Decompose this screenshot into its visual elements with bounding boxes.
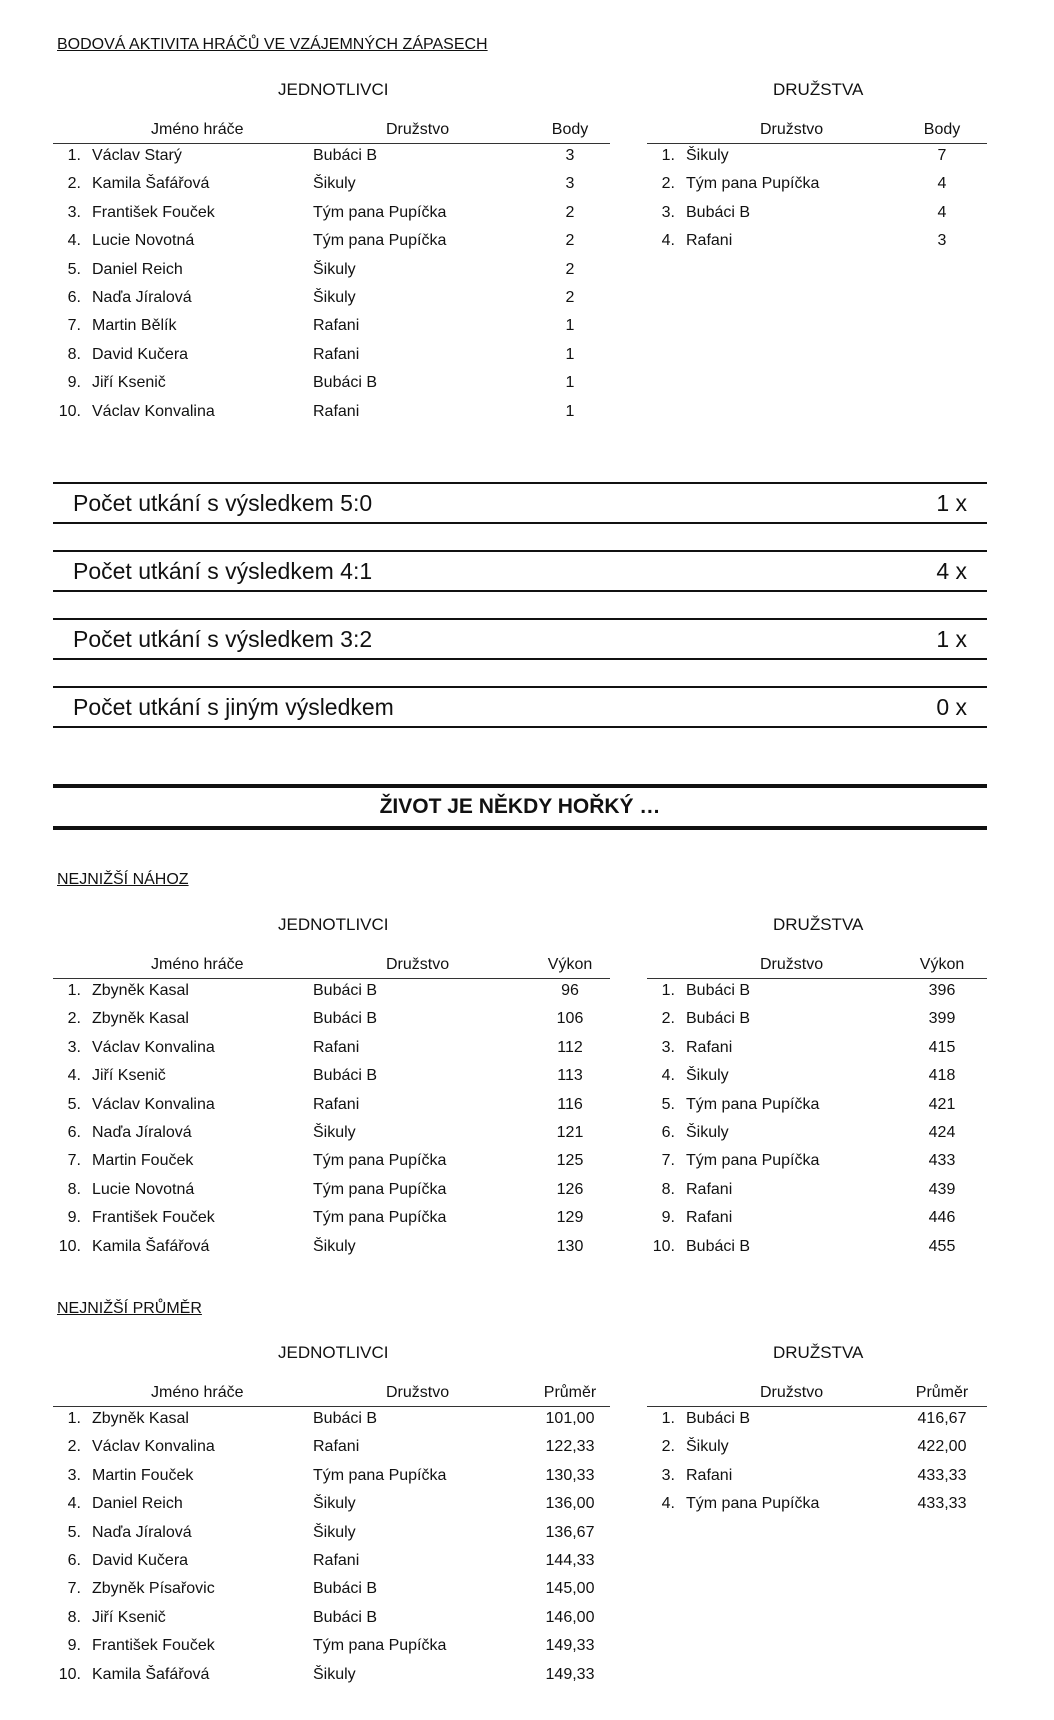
row-rank: 7. (67, 317, 81, 335)
result-row (53, 618, 987, 660)
row-team: Bubáci B (686, 1010, 751, 1028)
row-name: Kamila Šafářová (92, 1237, 210, 1255)
table-row (647, 1495, 987, 1523)
row-rank: 6. (661, 1124, 675, 1141)
row-value: 1 (565, 345, 575, 363)
individual-title: JEDNOTLIVCI (278, 915, 389, 934)
row-team: Rafani (313, 1095, 360, 1113)
table-row (53, 1096, 610, 1124)
row-rank: 2. (67, 1438, 81, 1456)
row-value: 4 (937, 175, 947, 193)
result-row (53, 686, 987, 728)
row-value: 3 (937, 232, 947, 250)
row-team: Tým pana Pupíčka (313, 1180, 447, 1198)
row-rank: 3. (661, 1466, 675, 1484)
row-team: Rafani (313, 1038, 360, 1056)
table-row (647, 1238, 987, 1266)
row-value: 396 (928, 982, 956, 999)
row-value: 415 (928, 1038, 956, 1056)
row-team: Bubáci B (686, 1410, 751, 1427)
row-rank: 9. (67, 1209, 81, 1227)
row-team: Tým pana Pupíčka (313, 1637, 447, 1655)
table-row (647, 1438, 987, 1466)
row-rank: 2. (67, 175, 81, 193)
result-label: Počet utkání s výsledkem 5:0 (73, 490, 373, 516)
row-team: Bubáci B (313, 147, 378, 164)
table-header (647, 117, 987, 144)
col-name: Jméno hráče (151, 121, 244, 138)
row-team: Tým pana Pupíčka (313, 1466, 447, 1484)
row-name: Martin Fouček (92, 1466, 194, 1484)
table-row (53, 1010, 610, 1038)
row-rank: 2. (661, 1438, 675, 1456)
row-name: David Kučera (92, 1552, 189, 1569)
row-name: Naďa Jíralová (92, 289, 192, 306)
row-team: Bubáci B (313, 1010, 378, 1028)
row-value: 421 (928, 1095, 956, 1113)
table-row (53, 204, 610, 232)
table-row (53, 289, 610, 317)
row-team: Rafani (313, 317, 360, 335)
teams-title: DRUŽSTVA (773, 80, 864, 99)
row-value: 399 (928, 1010, 956, 1028)
row-value: 2 (565, 232, 575, 250)
table-row (53, 1467, 610, 1495)
result-label: Počet utkání s jiným výsledkem (73, 694, 394, 720)
table-row (53, 261, 610, 289)
row-value: 416,67 (917, 1410, 967, 1427)
row-team: Bubáci B (313, 374, 378, 392)
result-value: 1 x (936, 626, 967, 652)
row-team: Rafani (686, 1038, 733, 1056)
row-rank: 6. (67, 1124, 81, 1141)
row-value: 149,33 (545, 1637, 595, 1655)
row-name: Naďa Jíralová (92, 1523, 192, 1541)
row-team: Šikuly (313, 1495, 356, 1513)
row-value: 145,00 (545, 1580, 595, 1598)
table-header (647, 952, 987, 979)
row-value: 144,33 (545, 1552, 595, 1569)
row-rank: 2. (661, 1010, 675, 1028)
row-value: 149,33 (545, 1665, 595, 1683)
row-rank: 5. (67, 1095, 81, 1113)
row-name: Václav Konvalina (92, 1438, 215, 1456)
row-rank: 7. (67, 1580, 81, 1598)
row-rank: 1. (67, 982, 81, 999)
table-row (53, 1152, 610, 1180)
table-row (647, 175, 987, 203)
row-team: Tým pana Pupíčka (686, 1152, 820, 1170)
row-team: Šikuly (313, 1665, 356, 1683)
row-name: David Kučera (92, 345, 189, 363)
row-name: Daniel Reich (92, 1495, 183, 1513)
result-row (53, 550, 987, 592)
row-team: Rafani (686, 1209, 733, 1227)
row-team: Šikuly (686, 1067, 729, 1085)
col-name: Jméno hráče (151, 956, 244, 973)
table-row (647, 1467, 987, 1495)
row-rank: 1. (661, 982, 675, 999)
row-rank: 5. (67, 260, 81, 278)
table-row (647, 1209, 987, 1237)
table-header (53, 117, 610, 144)
row-team: Bubáci B (686, 982, 751, 999)
table-row (53, 1580, 610, 1608)
col-value: Výkon (919, 956, 965, 973)
row-name: Jiří Ksenič (92, 374, 166, 392)
row-name: Václav Konvalina (92, 402, 215, 420)
row-rank: 1. (67, 147, 81, 164)
row-name: Martin Fouček (92, 1152, 194, 1170)
row-team: Tým pana Pupíčka (686, 1495, 820, 1513)
row-team: Šikuly (686, 1124, 729, 1141)
table-row (647, 1152, 987, 1180)
row-name: Daniel Reich (92, 260, 183, 278)
row-team: Tým pana Pupíčka (313, 1209, 447, 1227)
col-value: Výkon (547, 956, 593, 973)
row-rank: 5. (67, 1523, 81, 1541)
row-value: 418 (928, 1067, 956, 1085)
table-row (53, 1609, 610, 1637)
row-rank: 8. (67, 345, 81, 363)
row-value: 422,00 (917, 1438, 967, 1456)
row-team: Rafani (686, 1466, 733, 1484)
table-row (53, 1666, 610, 1694)
row-value: 7 (937, 147, 947, 164)
row-name: Lucie Novotná (92, 1180, 195, 1198)
row-team: Bubáci B (313, 1067, 378, 1085)
row-team: Šikuly (313, 1124, 356, 1141)
table-row (53, 374, 610, 402)
banner (53, 784, 987, 830)
row-rank: 3. (661, 1038, 675, 1056)
row-value: 112 (557, 1038, 583, 1056)
row-rank: 6. (67, 1552, 81, 1569)
row-team: Šikuly (313, 1237, 356, 1255)
row-team: Tým pana Pupíčka (313, 203, 447, 221)
col-team: Družstvo (760, 1384, 824, 1401)
row-team: Rafani (313, 402, 360, 420)
row-name: Jiří Ksenič (92, 1067, 166, 1085)
row-rank: 8. (67, 1608, 81, 1626)
row-team: Bubáci B (686, 1237, 751, 1255)
row-name: Lucie Novotná (92, 232, 195, 250)
section-heading: BODOVÁ AKTIVITA HRÁČŮ VE VZÁJEMNÝCH ZÁPASECH (57, 36, 488, 53)
row-rank: 5. (661, 1095, 675, 1113)
row-value: 146,00 (545, 1608, 595, 1626)
table-row (647, 1181, 987, 1209)
row-rank: 3. (67, 1466, 81, 1484)
table-row (53, 1410, 610, 1438)
row-name: Martin Bělík (92, 317, 177, 335)
row-team: Bubáci B (686, 203, 751, 221)
section-heading: NEJNIŽŠÍ NÁHOZ (57, 871, 189, 888)
table-row (647, 147, 987, 175)
row-team: Bubáci B (313, 982, 378, 999)
row-rank: 3. (67, 1038, 81, 1056)
row-rank: 8. (67, 1180, 81, 1198)
row-value: 126 (556, 1180, 584, 1198)
row-name: Naďa Jíralová (92, 1124, 192, 1141)
result-value: 0 x (936, 694, 967, 720)
row-team: Šikuly (313, 1523, 356, 1541)
table-row (53, 1637, 610, 1665)
row-team: Bubáci B (313, 1608, 378, 1626)
row-value: 439 (928, 1180, 956, 1198)
col-value: Průměr (543, 1384, 597, 1401)
table-header (53, 1380, 610, 1407)
row-value: 125 (556, 1152, 584, 1170)
row-value: 129 (556, 1209, 584, 1227)
table-row (53, 232, 610, 260)
table-row (53, 1552, 610, 1580)
row-value: 116 (557, 1095, 583, 1113)
col-team: Družstvo (760, 121, 824, 138)
row-value: 455 (928, 1237, 956, 1255)
col-value: Průměr (915, 1384, 969, 1401)
result-row (53, 482, 987, 524)
row-team: Šikuly (686, 1438, 729, 1456)
row-rank: 9. (661, 1209, 675, 1227)
row-team: Šikuly (686, 147, 729, 164)
row-value: 136,67 (545, 1523, 595, 1541)
row-rank: 3. (67, 203, 81, 221)
individual-title: JEDNOTLIVCI (278, 1343, 389, 1362)
table-row (53, 1209, 610, 1237)
row-name: Kamila Šafářová (92, 175, 210, 193)
row-rank: 10. (58, 1665, 81, 1683)
row-name: Kamila Šafářová (92, 1665, 210, 1683)
row-name: František Fouček (92, 1637, 215, 1655)
row-rank: 2. (67, 1010, 81, 1028)
row-rank: 10. (58, 1237, 81, 1255)
row-value: 1 (565, 402, 575, 420)
row-rank: 2. (661, 175, 675, 193)
col-value: Body (551, 121, 589, 138)
row-value: 130 (556, 1237, 584, 1255)
table-header (647, 1380, 987, 1407)
table-row (53, 982, 610, 1010)
row-team: Šikuly (313, 260, 356, 278)
row-rank: 4. (67, 232, 81, 250)
row-team: Bubáci B (313, 1580, 378, 1598)
table-row (647, 1096, 987, 1124)
individual-title: JEDNOTLIVCI (278, 80, 389, 99)
table-row (53, 1067, 610, 1095)
row-value: 1 (565, 374, 575, 392)
result-value: 1 x (936, 490, 967, 516)
table-row (53, 175, 610, 203)
table-row (647, 1410, 987, 1438)
row-rank: 6. (67, 289, 81, 306)
row-team: Šikuly (313, 175, 356, 193)
row-rank: 1. (661, 1410, 675, 1427)
table-row (647, 1010, 987, 1038)
teams-title: DRUŽSTVA (773, 1343, 864, 1362)
col-name: Jméno hráče (151, 1384, 244, 1401)
col-team: Družstvo (386, 121, 450, 138)
row-value: 4 (937, 203, 947, 221)
row-team: Tým pana Pupíčka (313, 1152, 447, 1170)
table-header (53, 952, 610, 979)
row-name: František Fouček (92, 203, 215, 221)
col-value: Body (923, 121, 961, 138)
table-row (647, 232, 987, 260)
row-value: 96 (561, 982, 579, 999)
row-rank: 10. (652, 1237, 675, 1255)
result-label: Počet utkání s výsledkem 4:1 (73, 558, 373, 584)
table-row (53, 1039, 610, 1067)
row-value: 121 (556, 1124, 584, 1141)
col-team: Družstvo (386, 956, 450, 973)
row-name: Václav Starý (92, 147, 182, 164)
row-rank: 4. (67, 1495, 81, 1513)
row-value: 446 (928, 1209, 956, 1227)
row-value: 433,33 (917, 1495, 967, 1513)
row-name: Václav Konvalina (92, 1095, 215, 1113)
row-value: 2 (565, 203, 575, 221)
row-value: 101,00 (545, 1410, 595, 1427)
table-row (53, 1438, 610, 1466)
table-row (53, 1238, 610, 1266)
row-name: Jiří Ksenič (92, 1608, 166, 1626)
row-rank: 4. (661, 1495, 675, 1513)
table-row (647, 1039, 987, 1067)
row-rank: 7. (661, 1152, 675, 1170)
row-value: 136,00 (545, 1495, 595, 1513)
row-rank: 4. (661, 1067, 675, 1085)
col-team: Družstvo (760, 956, 824, 973)
row-team: Rafani (686, 232, 733, 250)
row-team: Rafani (313, 1552, 360, 1569)
row-rank: 3. (661, 203, 675, 221)
row-value: 2 (565, 260, 575, 278)
row-value: 2 (565, 289, 575, 306)
row-rank: 4. (67, 1067, 81, 1085)
col-team: Družstvo (386, 1384, 450, 1401)
table-row (53, 1181, 610, 1209)
table-row (53, 147, 610, 175)
row-rank: 9. (67, 374, 81, 392)
row-value: 130,33 (545, 1466, 595, 1484)
banner-text: ŽIVOT JE NĚKDY HOŘKÝ … (379, 795, 661, 818)
row-value: 433 (928, 1152, 956, 1170)
row-team: Tým pana Pupíčka (313, 232, 447, 250)
row-rank: 8. (661, 1180, 675, 1198)
row-team: Tým pana Pupíčka (686, 1095, 820, 1113)
table-row (647, 1124, 987, 1152)
result-label: Počet utkání s výsledkem 3:2 (73, 626, 373, 652)
table-row (53, 1124, 610, 1152)
row-name: Zbyněk Písařovic (92, 1580, 215, 1598)
row-name: Zbyněk Kasal (92, 1010, 189, 1028)
table-row (647, 204, 987, 232)
section-heading: NEJNIŽŠÍ PRŮMĚR (57, 1300, 202, 1317)
table-row (53, 1495, 610, 1523)
result-value: 4 x (936, 558, 967, 584)
row-team: Bubáci B (313, 1410, 378, 1427)
table-row (53, 317, 610, 345)
row-name: Zbyněk Kasal (92, 1410, 189, 1427)
row-value: 106 (556, 1010, 584, 1028)
table-row (53, 1524, 610, 1552)
row-name: František Fouček (92, 1209, 215, 1227)
row-rank: 10. (58, 402, 81, 420)
row-team: Šikuly (313, 289, 356, 306)
row-team: Rafani (313, 1438, 360, 1456)
row-team: Tým pana Pupíčka (686, 175, 820, 193)
row-value: 3 (565, 147, 575, 164)
row-name: Zbyněk Kasal (92, 982, 189, 999)
row-rank: 9. (67, 1637, 81, 1655)
row-value: 1 (565, 317, 575, 335)
row-value: 3 (565, 175, 575, 193)
table-row (647, 982, 987, 1010)
row-value: 433,33 (917, 1466, 967, 1484)
row-rank: 1. (67, 1410, 81, 1427)
row-value: 424 (928, 1124, 956, 1141)
table-row (647, 1067, 987, 1095)
table-row (53, 403, 610, 431)
row-rank: 4. (661, 232, 675, 250)
row-name: Václav Konvalina (92, 1038, 215, 1056)
row-value: 122,33 (545, 1438, 595, 1456)
table-row (53, 346, 610, 374)
row-rank: 7. (67, 1152, 81, 1170)
row-team: Rafani (313, 345, 360, 363)
row-team: Rafani (686, 1180, 733, 1198)
row-value: 113 (557, 1067, 583, 1085)
teams-title: DRUŽSTVA (773, 915, 864, 934)
row-rank: 1. (661, 147, 675, 164)
